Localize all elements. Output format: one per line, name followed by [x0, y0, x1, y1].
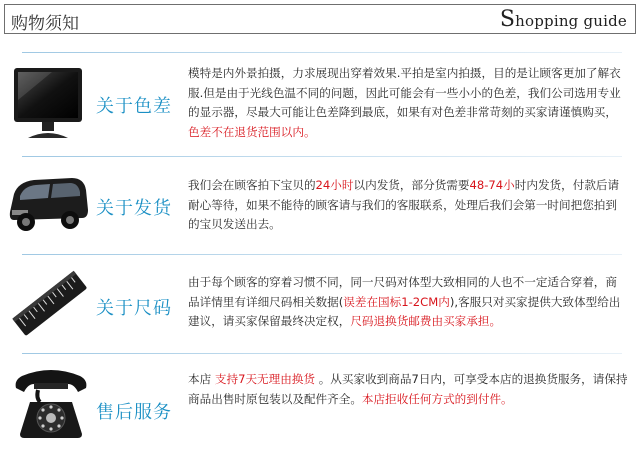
text-part: 本店: [188, 372, 215, 386]
header-title-en-rest: hopping guide: [515, 12, 627, 30]
text-part: 以内发货，部分货需要: [353, 178, 470, 192]
text-part: 我们会在顾客拍下宝贝的: [188, 178, 316, 192]
text-part-highlight: 色差不在退货范围以内。: [188, 124, 316, 139]
divider-2: [22, 254, 622, 255]
text-part: ),客服只对买家提供大致体型给出建议，请买家保留最终决定权，: [188, 294, 621, 328]
monitor-icon: [12, 66, 84, 140]
text-part-highlight: 支持7天无理由换货: [214, 372, 316, 386]
header-title-en: [500, 7, 627, 32]
section-label-color: 关于色差: [96, 96, 172, 117]
text-part-highlight: 本店拒收任何方式的到付件。: [361, 391, 513, 406]
text-part: 由于每个顾客的穿着习惯不同，同一尺码对体型大致相同的人也不一定适合穿着，商品详情里有详细尺码相关数据(: [188, 275, 617, 309]
section-text-sizing: [188, 273, 628, 332]
section-label-after-sales: 售后服务: [96, 402, 172, 423]
header-bar: [4, 4, 636, 34]
text-part-highlight: 尺码退换货邮费由买家承担。: [350, 314, 502, 328]
text-part: 时内发货，付款后请耐心等待，如果不能待的顾客请与我们的客服联系，处理后我们会第一时间把您拍到的宝贝发送出去。: [188, 178, 620, 231]
text-part: 。从买家收到商品7日内，可享受本店的退换货服务，请保持商品出售时原包装以及配件齐全。: [188, 372, 628, 406]
van-icon: [6, 172, 90, 236]
text-part-highlight: 48-74小: [469, 178, 515, 192]
divider-top: [22, 52, 622, 53]
text-part: 模特是内外景拍摄，力求展现出穿着效果.平拍是室内拍摄，目的是让顾客更加了解衣服.但是由于光线色温不同的问题，因此可能会有一些小小的色差，我们公司选用专业的显示器，尽最大可能让色差降到最底，如果有对色差非常苛刻的买家请谨慎购买，: [188, 66, 621, 119]
text-part-highlight: 24小时: [315, 178, 354, 192]
section-label-sizing: 关于尺码: [96, 298, 172, 319]
section-text-color: [188, 64, 628, 142]
text-part-highlight: 误差在国标1-2CM内: [343, 294, 450, 309]
section-label-shipping: 关于发货: [96, 198, 172, 219]
ruler-icon: [8, 262, 94, 348]
header-title-en-initial: S: [499, 7, 516, 32]
divider-1: [22, 156, 622, 157]
header-title-cn: 购物须知: [11, 14, 79, 34]
section-text-shipping: [188, 176, 628, 235]
telephone-icon: [8, 366, 94, 444]
section-text-after-sales: [188, 370, 628, 409]
divider-3: [22, 353, 622, 354]
